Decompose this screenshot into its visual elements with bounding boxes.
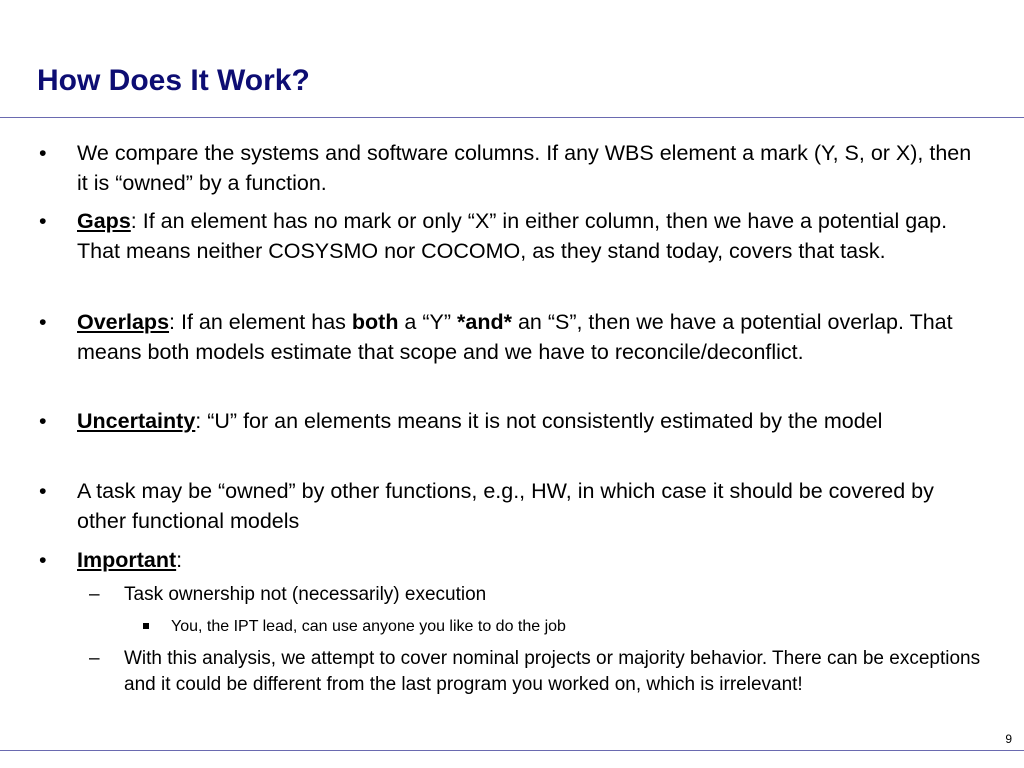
bullet-text: We compare the systems and software columns. If any WBS element a mark (Y, S, or X), then it is “owned” by a function. xyxy=(77,141,972,195)
bullet-marker: • xyxy=(39,479,47,503)
bullet-marker: • xyxy=(39,209,47,233)
bullet-marker: • xyxy=(39,548,47,572)
footer-divider xyxy=(0,750,1024,751)
sub-bullet-marker: – xyxy=(89,584,100,605)
sub-bullet-text: With this analysis, we attempt to cover nominal projects or majority behavior. There can be exceptions and it could be different from the last program you worked on, which is irrelevant! xyxy=(124,648,981,695)
sub-bullet-text: Task ownership not (necessarily) execution xyxy=(124,584,487,605)
bullet-term-uncertainty: Uncertainty xyxy=(77,409,196,433)
page-number: 9 xyxy=(1005,732,1012,746)
bullet-task-ownership-other xyxy=(39,476,977,536)
slide-title: How Does It Work? xyxy=(37,64,310,97)
bullet-marker: • xyxy=(39,409,47,433)
bullet-text-part: an “S”, then we have a potential overlap. That means both models estimate that scope and we have to reconcile/deconflict. xyxy=(77,310,953,364)
bullet-important xyxy=(39,545,977,575)
bullet-term-gaps: Gaps xyxy=(77,209,131,233)
square-bullet-icon xyxy=(143,623,149,629)
bullet-compare-columns xyxy=(39,138,977,198)
sub-bullet-marker: – xyxy=(89,648,100,669)
bullet-text-part: : If an element has xyxy=(169,310,352,334)
sub-bullet-analysis xyxy=(89,646,984,698)
sub-sub-bullet-ipt-lead xyxy=(171,616,991,638)
bullet-emphasis-both: both xyxy=(351,310,399,334)
bullet-text: : If an element has no mark or only “X” in either column, then we have a potential gap. That means neither COSYSMO nor COCOMO, as they stand today, covers that task. xyxy=(77,209,948,263)
bullet-text: : xyxy=(176,548,183,572)
bullet-overlaps xyxy=(39,307,977,367)
bullet-emphasis-and: *and* xyxy=(457,310,512,334)
bullet-term-important: Important xyxy=(77,548,177,572)
bullet-text: A task may be “owned” by other functions, e.g., HW, in which case it should be covered by other functional models xyxy=(77,479,934,533)
bullet-gaps xyxy=(39,206,977,266)
bullet-marker: • xyxy=(39,141,47,165)
bullet-text-part: a “Y” xyxy=(398,310,457,334)
bullet-text: : “U” for an elements means it is not consistently estimated by the model xyxy=(195,409,883,433)
bullet-uncertainty xyxy=(39,406,977,436)
sub-bullet-ownership xyxy=(89,582,984,608)
bullet-marker: • xyxy=(39,310,47,334)
sub-sub-bullet-text: You, the IPT lead, can use anyone you like to do the job xyxy=(171,618,566,635)
bullet-term-overlaps: Overlaps xyxy=(77,310,170,334)
